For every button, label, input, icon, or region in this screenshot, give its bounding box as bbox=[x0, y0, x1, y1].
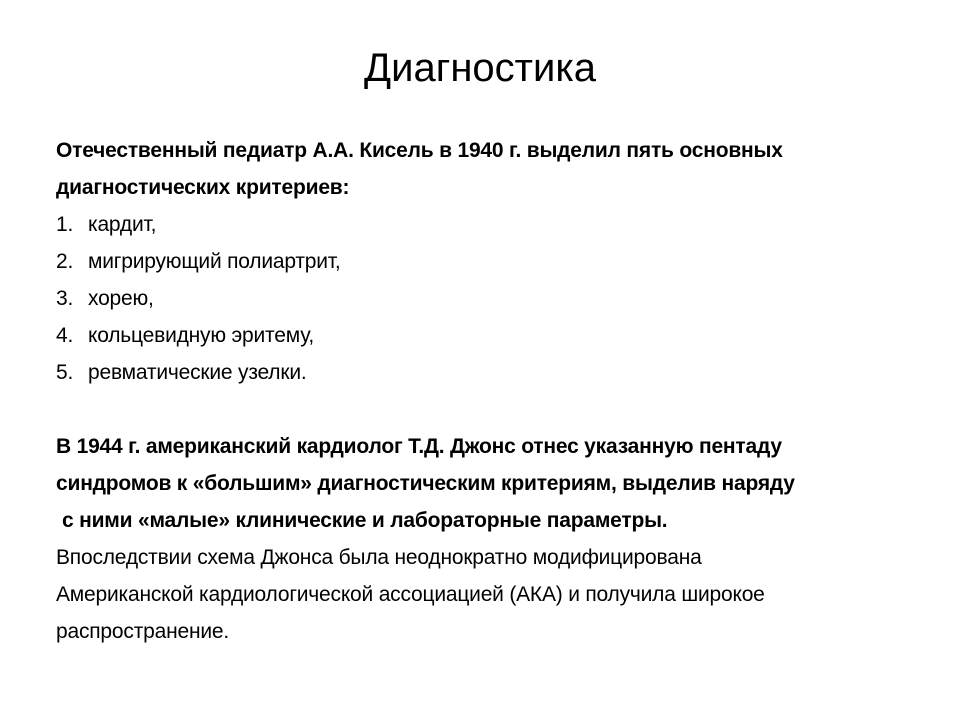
criteria-item bbox=[56, 354, 916, 391]
slide-body bbox=[56, 132, 916, 650]
criteria-text: кардит, bbox=[88, 213, 157, 236]
criteria-list bbox=[56, 206, 916, 391]
criteria-item bbox=[56, 243, 916, 280]
criteria-item bbox=[56, 317, 916, 354]
slide-title: Диагностика bbox=[364, 46, 596, 90]
aka-line-2: Американской кардиологической ассоциацией (АКА) и получила широкое bbox=[56, 583, 765, 606]
criteria-number: 1. bbox=[56, 213, 74, 236]
criteria-text: мигрирующий полиартрит, bbox=[88, 250, 341, 273]
criteria-number: 3. bbox=[56, 287, 74, 310]
intro-line-1: Отечественный педиатр А.А. Кисель в 1940 г. выделил пять основных bbox=[56, 139, 783, 162]
criteria-text: ревматические узелки. bbox=[88, 361, 307, 384]
criteria-number: 2. bbox=[56, 250, 74, 273]
criteria-item bbox=[56, 280, 916, 317]
criteria-item bbox=[56, 206, 916, 243]
criteria-text: кольцевидную эритему, bbox=[88, 324, 315, 347]
jones-line-3: с ними «малые» клинические и лабораторные параметры. bbox=[62, 509, 668, 532]
criteria-text: хорею, bbox=[88, 287, 154, 310]
paragraph-spacer bbox=[56, 391, 916, 428]
jones-line-2: синдромов к «большим» диагностическим критериям, выделив наряду bbox=[56, 472, 795, 495]
aka-line-3: распространение. bbox=[56, 620, 229, 643]
jones-line-1: В 1944 г. американский кардиолог Т.Д. Джонс отнес указанную пентаду bbox=[56, 435, 782, 458]
criteria-number: 4. bbox=[56, 324, 74, 347]
criteria-number: 5. bbox=[56, 361, 74, 384]
intro-line-2: диагностических критериев: bbox=[56, 176, 350, 199]
aka-line-1: Впоследствии схема Джонса была неоднократно модифицирована bbox=[56, 546, 702, 569]
